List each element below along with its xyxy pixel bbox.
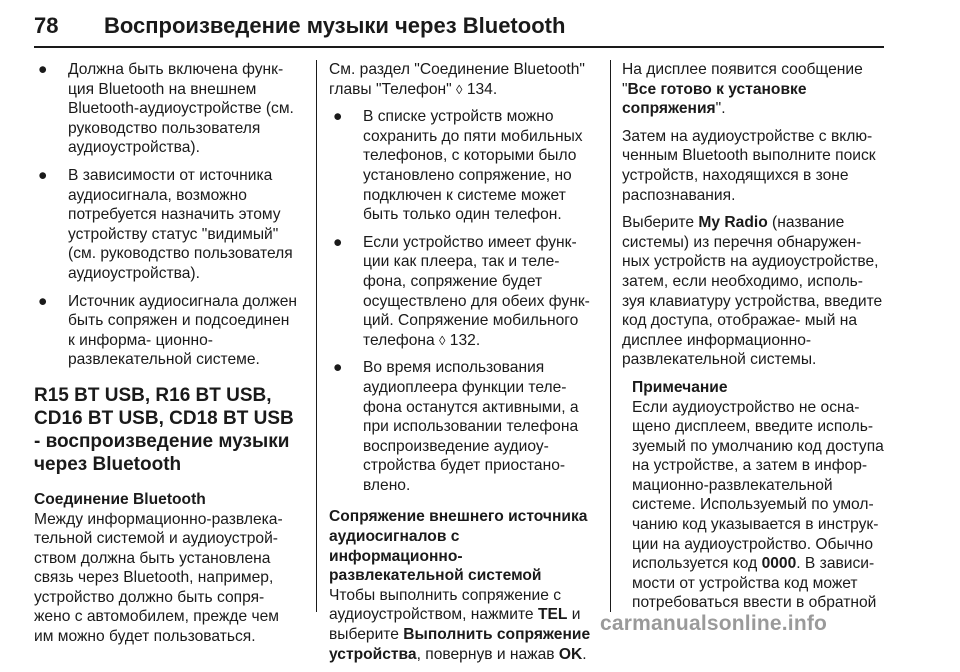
- bullet-icon: ●: [333, 233, 343, 251]
- column-divider: [610, 60, 611, 612]
- note-block: [632, 378, 890, 613]
- bullet-icon: ●: [38, 61, 48, 78]
- paragraph: [622, 213, 890, 370]
- text: Если устройство имеет функ- ции как плеера, так и теле- фона, сопряжение будет осуществлено для обеих функ- ций. Сопряжение мобильного телефона: [363, 233, 590, 349]
- bullet-text: В зависимости от источника аудиосигнала, возможно потребуется назначить этому устройству статус "видимый" (см. руководство пользователя аудиоустройства).: [68, 166, 293, 282]
- text: Чтобы выполнить сопряжение с аудиоустройством, нажмите: [329, 586, 562, 624]
- bullet-text: Источник аудиосигнала должен быть сопряжен и подсоединен к информа- ционно-развлекательной системе.: [68, 292, 297, 369]
- paragraph: [329, 60, 591, 99]
- text: . В зависи- мости от устройства код может потребоваться ввести в обратной: [632, 555, 877, 612]
- column-3: [622, 60, 890, 621]
- text: .: [582, 645, 587, 663]
- text: и выберите: [329, 606, 581, 644]
- menu-label: Выполнить сопряжение устройства: [329, 626, 591, 663]
- list-item: [34, 166, 299, 284]
- column-divider: [316, 60, 317, 612]
- list-item: [34, 292, 299, 370]
- bullet-icon: ●: [333, 108, 343, 126]
- bullet-text: В списке устройств можно сохранить до пяти мобильных телефонов, с которыми было установлено сопряжение, но подключен к системе может быть только один телефон.: [363, 108, 583, 224]
- sub-heading: Соединение Bluetooth: [34, 490, 206, 508]
- page-header: [34, 6, 884, 48]
- sub-heading: Сопряжение внешнего источника аудиосигналов с информационно- развлекательной системой: [329, 508, 588, 585]
- text: , повернув и нажав: [416, 645, 559, 663]
- paragraph: [622, 60, 890, 119]
- page-ref: 134.: [466, 80, 498, 98]
- column-2: [329, 60, 591, 672]
- text: Выберите: [622, 214, 699, 232]
- page-ref: 132.: [449, 331, 481, 349]
- text: Если аудиоустройство не осна- щено дисплеем, введите исполь- зуемый по умолчанию код доступа на устройстве, а затем в инфор- мационно-развлекательной системе. Используемый по умол- чанию код указывается в инструк- ции на аудиоустройство. Обычно используется код: [632, 398, 884, 573]
- watermark: carmanualsonline.info: [600, 612, 828, 635]
- bullet-text: Во время использования аудиоплеера функции теле- фона останутся активными, а при использовании телефона воспроизведение аудиоу- стройства будет приостано- влено.: [363, 359, 579, 494]
- bullet-icon: ●: [38, 292, 48, 310]
- list-item: [329, 233, 591, 351]
- key-label: TEL: [537, 606, 568, 624]
- code-label: 0000: [761, 555, 797, 573]
- bullet-icon: ●: [333, 359, 343, 377]
- text: См. раздел "Соединение Bluetooth" главы "Телефон": [329, 61, 585, 98]
- message-label: Все готово к установке сопряжения: [622, 80, 807, 118]
- list-item: [34, 60, 299, 158]
- note-heading: Примечание: [632, 378, 728, 396]
- page-title: Воспроизведение музыки через Bluetooth: [104, 13, 566, 38]
- text: На дисплее появится сообщение ": [622, 61, 863, 98]
- column-1: [34, 60, 299, 655]
- bullet-text: [363, 233, 591, 351]
- list-item: [329, 107, 591, 225]
- paragraph: [329, 586, 591, 664]
- key-label: OK: [558, 645, 583, 663]
- section-heading: R15 BT USB, R16 BT USB, CD16 BT USB, CD18 BT USB - воспроизведение музыки через Bluetooth: [34, 384, 294, 475]
- bullet-text: Должна быть включена функ- ция Bluetooth на внешнем Bluetooth-аудиоустройстве (см. руководство пользователя аудиоустройства).: [68, 61, 294, 157]
- note-text: [632, 398, 890, 614]
- paragraph: Затем на аудиоустройстве с вклю- ченным Bluetooth выполните поиск устройств, находящихся в зоне распознавания.: [622, 127, 876, 204]
- page-number: 78: [34, 13, 59, 38]
- text: ".: [715, 100, 726, 118]
- text: (название системы) из перечня обнаружен- ных устройств на аудиоустройстве, затем, если необходимо, исполь- зуя клавиатуру устройства, введите код доступа, отображае- мый на дисплее информационно- развлекательной системы.: [622, 214, 883, 369]
- page-ref-icon: ◊: [439, 332, 446, 348]
- page-ref-icon: ◊: [456, 81, 463, 97]
- list-item: [329, 358, 591, 495]
- bullet-icon: ●: [38, 166, 48, 184]
- paragraph: Между информационно-развлека- тельной системой и аудиоустрой- ством должна быть установлена связь через Bluetooth, например, устройство должно быть сопря- жено с автомобилем, прежде чем им можно будет пользоваться.: [34, 510, 283, 646]
- device-name: My Radio: [698, 214, 768, 232]
